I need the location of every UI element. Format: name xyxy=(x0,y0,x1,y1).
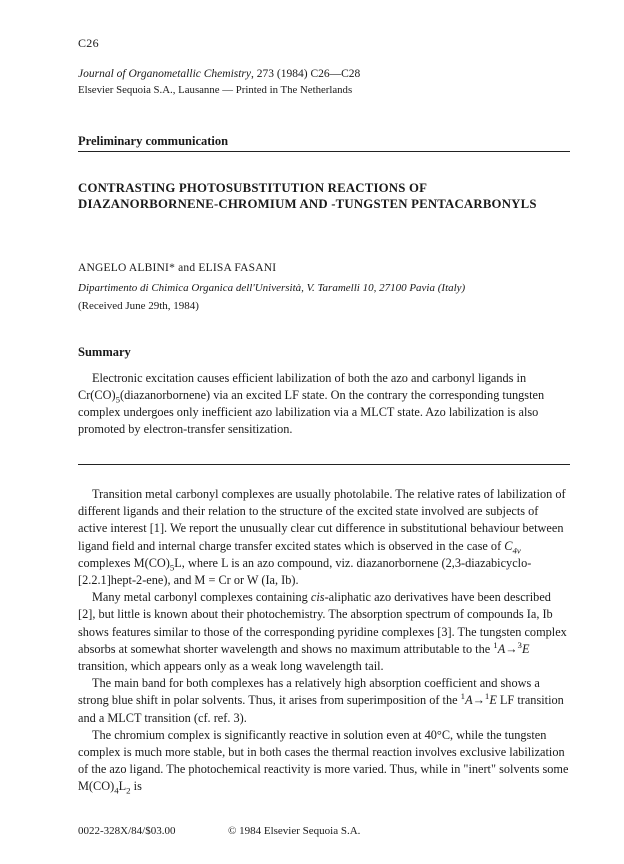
summary-heading: Summary xyxy=(78,345,131,359)
journal-citation: , 273 (1984) C26—C28 xyxy=(251,68,361,80)
text-run: complexes M(CO) xyxy=(78,555,170,570)
summary-part: Electronic excitation causes efficient labilization of both the azo and carbonyl ligands in Cr(CO) xyxy=(78,371,527,402)
text-run: L, where L is an azo compound, viz. diazanorbornene (2,3-diazabicyclo-[2.2.1]hept-2-ene), and M = Cr or W (Ia, Ib). xyxy=(78,555,532,588)
subscript: 5 xyxy=(169,562,175,573)
symbol: E xyxy=(521,641,530,656)
journal-header xyxy=(78,66,360,98)
text-run: The chromium complex is significantly reactive in solution even at 40°C, while the tungsten complex is much more stable, but in both cases the thermal reaction involves exclusive labilization of the azo ligand. The photochemical reactivity is more varied. Thus, while in "inert" solvents some M(CO) xyxy=(78,727,569,794)
summary-part: (diazanorbornene) via an excited LF state. On the contrary the corresponding tungsten complex undergoes only inefficient azo labilization via a MLCT state. Azo labilization is also promoted by electron-transfer sensitization. xyxy=(78,388,545,436)
paragraph xyxy=(78,589,570,675)
section-label: Preliminary communication xyxy=(78,134,229,148)
affiliation: Dipartimento di Chimica Organica dell'Università, V. Taramelli 10, 27100 Pavia (Italy) xyxy=(78,282,466,294)
superscript: 3 xyxy=(517,639,522,650)
summary-text xyxy=(78,370,570,438)
text-run: -aliphatic azo derivatives have been described [2], but little is known about their photochemistry. The absorption spectrum of compounds Ia, Ib shows features similar to those of the corresponding pyridine complexes [3]. The tungsten complex absorbs at somewhat shorter wavelength and shows no maximum attributable to the xyxy=(78,590,567,656)
text-run: L xyxy=(118,779,127,794)
symbol: A xyxy=(497,641,506,656)
superscript: 1 xyxy=(484,691,490,702)
text-run: Transition metal carbonyl complexes are usually photolabile. The relative rates of labilization of different ligands and their relation to the structure of the excited state involved are subjects of active interest [1]. We report the unusually clear cut difference in substitutional behaviour between ligand field and internal charge transfer excited states which is observed in the case of xyxy=(78,487,566,553)
paragraph xyxy=(78,486,570,589)
symbol: C xyxy=(504,538,513,553)
journal-name: Journal of Organometallic Chemistry xyxy=(78,68,252,80)
superscript: 1 xyxy=(460,691,466,702)
paragraph xyxy=(78,675,570,727)
publisher-line: Elsevier Sequoia S.A., Lausanne — Printed in The Netherlands xyxy=(78,84,353,96)
footer-copyright: © 1984 Elsevier Sequoia S.A. xyxy=(228,825,361,837)
subscript: 4v xyxy=(512,545,521,556)
subscript: 4 xyxy=(114,785,119,796)
divider-rule xyxy=(78,151,570,152)
article-title: CONTRASTING PHOTOSUBSTITUTION REACTIONS OF DIAZANORBORNENE-CHROMIUM AND -TUNGSTEN PENTACARBONYLS xyxy=(78,181,537,211)
symbol: E xyxy=(489,693,497,708)
authors: ANGELO ALBINI* and ELISA FASANI xyxy=(78,262,277,274)
italic-term: cis xyxy=(310,590,325,605)
page-number: C26 xyxy=(78,36,99,50)
paragraph xyxy=(78,727,570,796)
text-run: transition, which appears only as a weak long wavelength tail. xyxy=(78,659,384,674)
arrow-symbol: → xyxy=(472,693,485,708)
arrow-symbol: → xyxy=(505,641,518,656)
superscript: 1 xyxy=(493,639,498,650)
symbol: A xyxy=(465,693,473,708)
text-run: LF transition and a MLCT transition (cf. ref. 3). xyxy=(78,693,564,725)
body-text xyxy=(78,486,570,796)
text-run: The main band for both complexes has a relatively high absorption coefficient and shows a strong blue shift in polar solvents. Thus, it arises from superimposition of the xyxy=(78,676,540,708)
divider-rule xyxy=(78,464,570,465)
subscript: 2 xyxy=(126,785,131,796)
subscript: 5 xyxy=(115,394,120,405)
text-run: Many metal carbonyl complexes containing xyxy=(92,590,311,605)
text-run: is xyxy=(130,779,142,794)
received-date: (Received June 29th, 1984) xyxy=(78,300,199,312)
footer-code: 0022-328X/84/$03.00 xyxy=(78,825,176,837)
